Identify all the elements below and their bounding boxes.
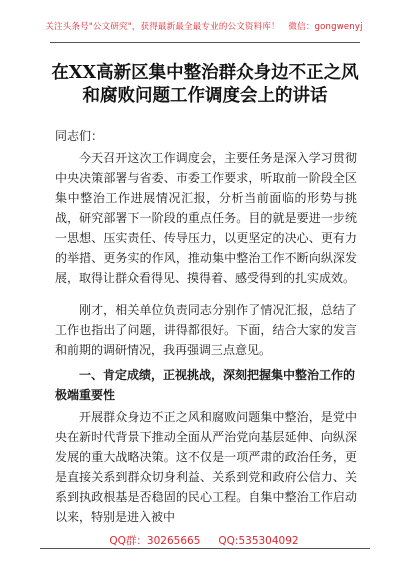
paragraph-2: 刚才，相关单位负责同志分别作了情况汇报，总结了工作也指出了问题，讲得都很好。下面，结合大家的发言和前期的调研情况，我再强调三点意见。 (55, 303, 357, 357)
title-line-1: 在XX高新区集中整治群众身边不正之风 (51, 63, 359, 83)
footer-qq-group: QQ群：30265665 (109, 535, 201, 547)
document-title (30, 62, 380, 108)
title-line-2: 和腐败问题工作调度会上的讲话 (82, 86, 328, 106)
section-paragraph: 开展群众身边不正之风和腐败问题集中整治，是党中央在新时代背景下推动全面从严治党向基层延伸、向纵深发展的重大战略决策。这不仅是一项严肃的政治任务，更是直接关系到群众切身利益、关系到党和政府公信力、关系到执政根基是否稳固的民心工程。自集中整治工作启动以来，特别是进入被中 (55, 410, 357, 524)
footer-contact (0, 533, 408, 548)
footer-qq: QQ:535304092 (218, 535, 299, 547)
paragraph-1: 今天召开这次工作调度会，主要任务是深入学习贯彻中央决策部署与省委、市委工作要求，听取前一阶段全区集中整治工作进展情况汇报，分析当前面临的形势与挑战，研究部署下一阶段的重点任务。目的就是要进一步统一思想、压实责任、传导压力，以更坚定的决心、更有力的举措、更务实的作风，推动集中整治工作不断向纵深发展，取得让群众看得见、摸得着、感受得到的扎实成效。 (55, 151, 357, 285)
top-banner: 关注头条号"公文研究"，获得最新最全最专业的公文资料库！ 微信：gongwenyj (45, 22, 363, 32)
footer-divider (40, 548, 370, 549)
section-heading: 一、肯定成绩，正视挑战，深刻把握集中整治工作的极端重要性 (55, 368, 356, 402)
salutation: 同志们： (55, 129, 104, 143)
header-divider (50, 42, 360, 43)
